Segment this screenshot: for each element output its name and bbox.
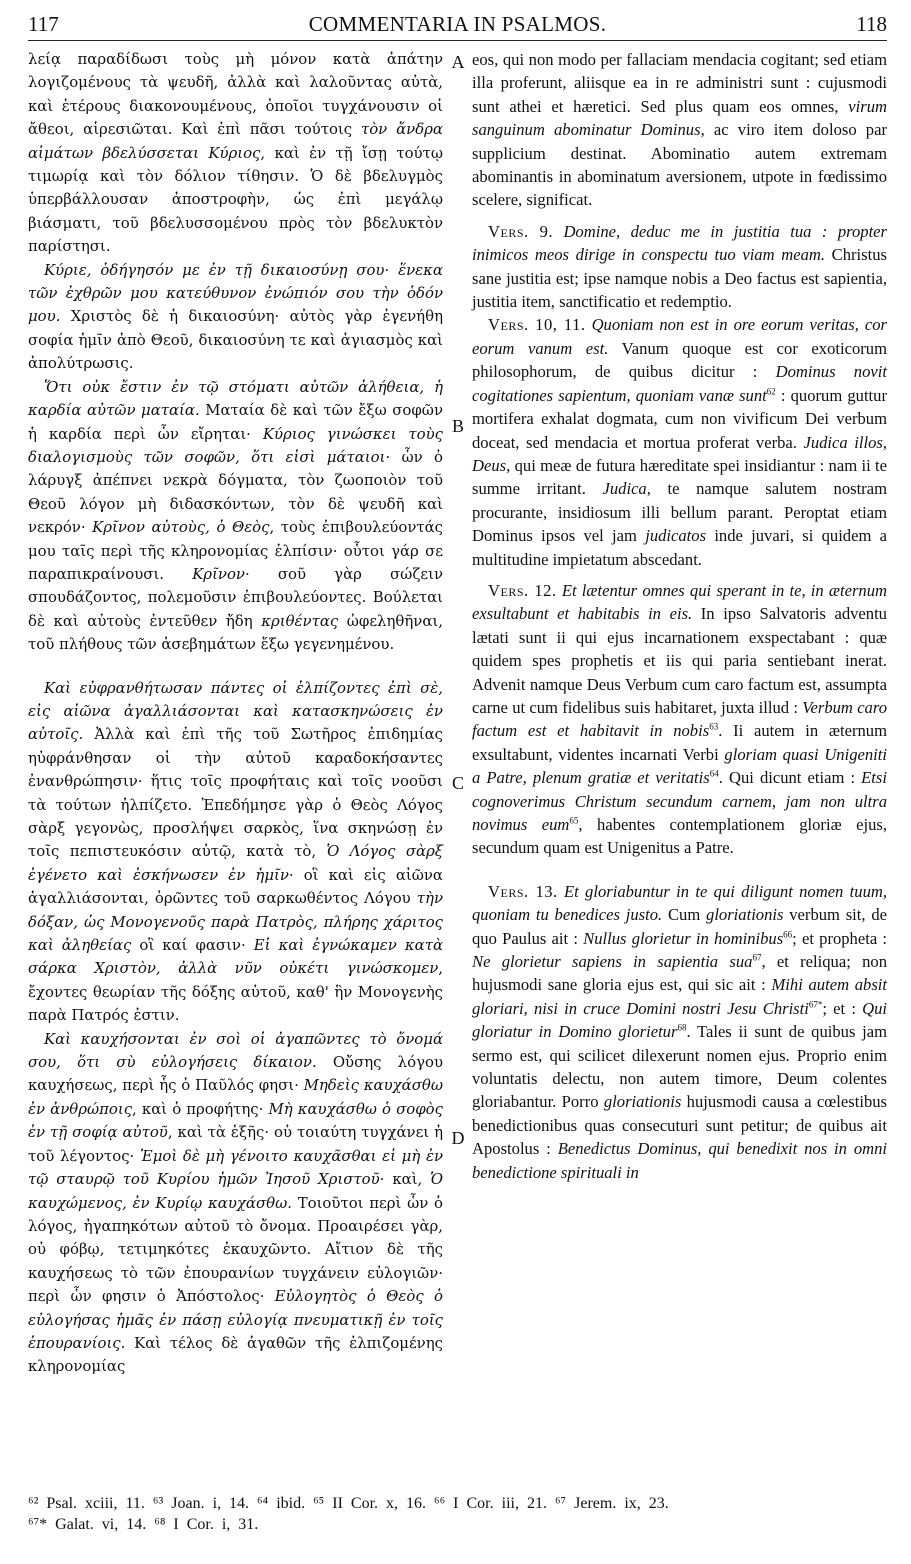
page-number-right: 118 — [856, 12, 887, 36]
footnote-ref: 68 — [677, 1022, 687, 1033]
latin-paragraph: Vers. 9. Domine, deduc me in justitia tua : propter inimicos meos dirige in conspectu tuo viam meam. Christus sane justitia est; ipse namque nobis a Deo factus est sapientia, justitia item, sanctificatio et redemptio. — [472, 221, 887, 312]
footnote-line: ⁶⁷* Galat. vi, 14. ⁶⁸ I Cor. i, 31. — [28, 1516, 259, 1533]
greek-paragraph: Κύριε, ὁδήγησόν με ἐν τῇ δικαιοσύνῃ σου· ἕνεκα τῶν ἐχθρῶν μου κατεύθυνον ἐνώπιόν σου τὴν ὁδόν μου. Χριστὸς δὲ ἡ δικαιοσύνη· αὐτὸς γὰρ ἐγενήθη σοφία ἡμῖν ἀπὸ Θεοῦ, δικαιοσύνη τε καὶ ἁγιασμὸς καὶ ἀπολύτρωσις. — [28, 260, 443, 373]
margin-marker-c: C — [451, 773, 464, 793]
greek-paragraph: Καὶ καυχήσονται ἐν σοὶ οἱ ἀγαπῶντες τὸ ὄνομά σου, ὅτι σὺ εὐλογήσεις δίκαιον. Οὔσης λόγου καυχήσεως, περὶ ἧς ὁ Παῦλός φησι· Μηδεὶς καυχάσθω ἐν ἀνθρώποις, καὶ ὁ προφήτης· Μὴ καυχάσθω ὁ σοφὸς ἐν τῇ σοφίᾳ αὐτοῦ, καὶ τὰ ἑξῆς· οὐ τοιαύτη τυγχάνει ἡ τοῦ λέγοντος· Ἐμοὶ δὲ μὴ γένοιτο καυχᾶσθαι εἰ μὴ ἐν τῷ σταυρῷ τοῦ Κυρίου ἡμῶν Ἰησοῦ Χριστοῦ· καὶ, Ὁ καυχώμενος, ἐν Κυρίῳ καυχάσθω. Τοιοῦτοι περὶ ὧν ὁ λόγος, ἠγαπηκότων αὐτοῦ τὸ ὄνομα. Προαιρέσει γὰρ, οὐ φόβῳ, τετιμηκότες ἐκαυχῶντο. Αἴτιον δὲ τῆς καυχήσεως τὸ τῶν ἐπουρανίων τυγχάνειν εὐλογιῶν· περὶ ὧν φησιν ὁ Ἀπόστολος· Εὐλογητὸς ὁ Θεὸς ὁ εὐλογήσας ἡμᾶς ἐν πάσῃ εὐλογίᾳ πνευματικῇ ἐν τοῖς ἐπουρανίοις. Καὶ τέλος δὲ ἀγαθῶν τῆς ἐλπιζομένης κληρονομίας — [28, 1029, 444, 1376]
header-rule — [28, 40, 887, 41]
greek-paragraph: Ὅτι οὐκ ἔστιν ἐν τῷ στόματι αὐτῶν ἀλήθεια, ἡ καρδία αὐτῶν ματαία. Ματαία δὲ καὶ τῶν ἔξω σοφῶν ἡ καρδία περὶ ὧν εἴρηται· Κύριος γινώσκει τοὺς διαλογισμοὺς τῶν σοφῶν, ὅτι εἰσὶ μάταιοι· ὧν ὁ λάρυγξ ἀπέπνει νεκρὰ δόγματα, τὸν ζωοποιὸν τοῦ Θεοῦ λόγον μὴ διδασκόντων, τὸν δὲ ψευδῆ καὶ νεκρόν· Κρῖνον αὐτοὺς, ὁ Θεὸς, τοὺς ἐπιβουλεύοντάς μου ταῖς περὶ τῆς κληρονομίας ἐλπίσιν· οὗτοι γάρ σε παραπικραίνουσι. Κρῖνον· σοῦ γὰρ σώζειν σπουδάζοντος, πολεμοῦσιν ἐπιβουλεύοντες. Βούλεται δὲ καὶ αὐτοὺς ἐντεῦθεν ἤδη κριθέντας ὠφεληθῆναι, τοῦ πλήθους τῶν ἀσεβημάτων ἔξω γεγενημένου. — [28, 377, 444, 654]
running-header — [28, 12, 887, 38]
latin-column — [472, 48, 887, 1184]
latin-paragraph: Vers. 10, 11. Quoniam non est in ore eorum veritas, cor eorum vanum est. Vanum quoque est cor exoticorum philosophorum, de quibus dicitur : Dominus novit cogitationes sapientum, quoniam vanæ sunt$^{62}$ : quorum guttur mortifera exhalat dogmata, cum non vivificum Dei verbum doceat, sed mendacia et mortua proferat verba. Judica illos, Deus, qui meæ de futura hæreditate spei insidiantur : nam ii te summe irritant. Judica, te namque salutem nostram procurante, insidiosum illi bellum parant. Peroptat etiam Dominus ipsos vel jam judicatos inde juvari, si quidem a multitudine impietatum abscedant. — [472, 315, 888, 569]
margin-marker-a: A — [451, 52, 465, 72]
footnote-line: ⁶² Psal. xciii, 11. ⁶³ Joan. i, 14. ⁶⁴ ibid. ⁶⁵ II Cor. x, 16. ⁶⁶ I Cor. iii, 21. ⁶⁷ Jerem. ix, 23. — [28, 1495, 669, 1512]
footnotes — [28, 1493, 887, 1535]
footnote-ref: 64 — [709, 768, 719, 779]
footnote-ref: 63 — [709, 721, 719, 732]
footnote-ref: 66 — [783, 929, 793, 940]
latin-paragraph: Vers. 12. Et lætentur omnes qui sperant in te, in æternum exsultabunt et habitabis in eis. In ipso Salvatoris adventu lætati sunt ii qui ejus incarnationem exspectabant : quæ quidem spes prophetis et iis qui paria sentiebant inerat. Advenit namque Deus Verbum cum caro factum est, assumpta carne ut cum fidelibus suis habitaret, juxta illud : Verbum caro factum est et habitavit in nobis$^{63}$. Ii autem in æternum exsultabunt, videntes incarnati Verbi gloriam quasi Unigeniti a Patre, plenum gratiæ et veritatis$^{64}$. Qui dicunt etiam : Etsi cognoverimus Christum secundum carnem, jam non ultra novimus eum$^{65}$, habentes contemplationem gloriæ ejus, secundum quam est Unigenitus a Patre. — [472, 580, 888, 858]
footnote-ref: 67 — [752, 952, 762, 963]
margin-marker-b: B — [451, 416, 464, 436]
verse-label: Vers. 13. — [488, 881, 558, 901]
verse-label: Vers. 10, 11. — [488, 315, 586, 335]
greek-paragraph: Καὶ εὐφρανθήτωσαν πάντες οἱ ἐλπίζοντες ἐπὶ σὲ, εἰς αἰῶνα ἀγαλλιάσονται καὶ κατασκηνώσεις ἐν αὐτοῖς. Ἀλλὰ καὶ ἐπὶ τῆς τοῦ Σωτῆρος ἐπιδημίας ηὐφράνθησαν οἱ τὴν αὐτοῦ καραδοκήσαντες ἐνανθρώπησιν· ἥτις τοῖς προφήταις καὶ τοῖς νοοῦσι τὰ τούτων ἠλπίζετο. Ἐπεδήμησε γὰρ ὁ Θεὸς Λόγος σὰρξ γεγονὼς, προσλήψει σαρκὸς, ἵνα σκηνώσῃ ἐν τοῖς πεπιστευκόσιν αὐτῷ, κατὰ τὸ, Ὁ Λόγος σὰρξ ἐγένετο καὶ ἐσκήνωσεν ἐν ἡμῖν· οἳ καὶ εἰς αἰῶνα ἀγαλλιάσονται, ὁρῶντες τοῦ σαρκωθέντος Λόγου τὴν δόξαν, ὡς Μονογενοῦς παρὰ Πατρὸς, πλήρης χάριτος καὶ ἀληθείας οἳ καί φασιν· Εἰ καὶ ἐγνώκαμεν κατὰ σάρκα Χριστὸν, ἀλλὰ νῦν οὐκέτι γινώσκομεν, ἔχοντες θεωρίαν τῆς δόξης αὐτοῦ, καθ' ἣν Μονογενὴς παρὰ Πατρός ἐστιν. — [28, 678, 443, 1025]
footnote-ref: 67* — [808, 999, 823, 1010]
running-title: COMMENTARIA IN PSALMOS. — [308, 12, 607, 36]
footnote-ref: 62 — [766, 386, 776, 397]
greek-paragraph: λείᾳ παραδίδωσι τοὺς μὴ μόνον κατὰ ἀπάτην λογιζομένους τὰ ψευδῆ, ἀλλὰ καὶ λαλοῦντας αὐτὰ, καὶ ἑτέρους διακονουμένους, ὁποῖοι τυγχάνουσιν οἱ ἄθεοι, αἱρεσιῶται. Καὶ ἐπὶ πᾶσι τούτοις τὸν ἄνδρα αἱμάτων βδελύσσεται Κύριος, καὶ ἐν τῇ ἴσῃ τούτῳ τιμωρίᾳ καὶ τὸν δόλιον τίθησιν. Ὁ δὲ βδελυγμὸς ὑπερβάλλουσαν ἀποστροφὴν, ὡς ἐπὶ μεγάλῳ βιάσματι, τοῦ βδελυσσομένου πρὸς τὸν βδελυκτὸν παρίστησι. — [28, 50, 443, 256]
latin-paragraph: eos, qui non modo per fallaciam mendacia cogitant; sed etiam illa proferunt, aliisque ea in re administri sunt : cujusmodi sunt athei et hæretici. Sed plus quam eos omnes, virum sanguinum abominatur Dominus, ac viro item doloso par supplicium destinat. Abominatio autem extremam abominantis in abominatum aversionem, utpote in fœdissimo scelere, significat. — [472, 50, 887, 210]
verse-label: Vers. 12. — [488, 580, 557, 600]
footnote-ref: 65 — [569, 815, 579, 826]
page-number-left: 117 — [28, 12, 59, 36]
greek-column — [28, 48, 443, 1379]
margin-marker-d: D — [451, 1128, 465, 1148]
verse-label: Vers. 9. — [488, 221, 554, 241]
latin-paragraph: Vers. 13. Et gloriabuntur in te qui diligunt nomen tuum, quoniam tu benedices justo. Cum gloriationis verbum sit, de quo Paulus ait : Nullus glorietur in hominibus$^{66}$; et propheta : Ne glorietur sapiens in sapientia sua$^{67}$, et reliqua; non hujusmodi sane gloria ejus est, qui sic ait : Mihi autem absit gloriari, nisi in cruce Domini nostri Jesu Christi$^{67*}$; et : Qui gloriatur in Domino glorietur$^{68}$. Tales ii sunt de quibus jam sermo est, qui scilicet dilexerunt nomen ejus. Proprio enim voluntatis delectu, non autem timore, Deum colentes gloriabantur. Porro gloriationis hujusmodi causa a cœlestibus benedictionibus quas consecuturi sunt petitur; de quibus ait Apostolus : Benedictus Dominus, qui benedixit nos in omni benedictione spirituali in — [472, 881, 888, 1182]
